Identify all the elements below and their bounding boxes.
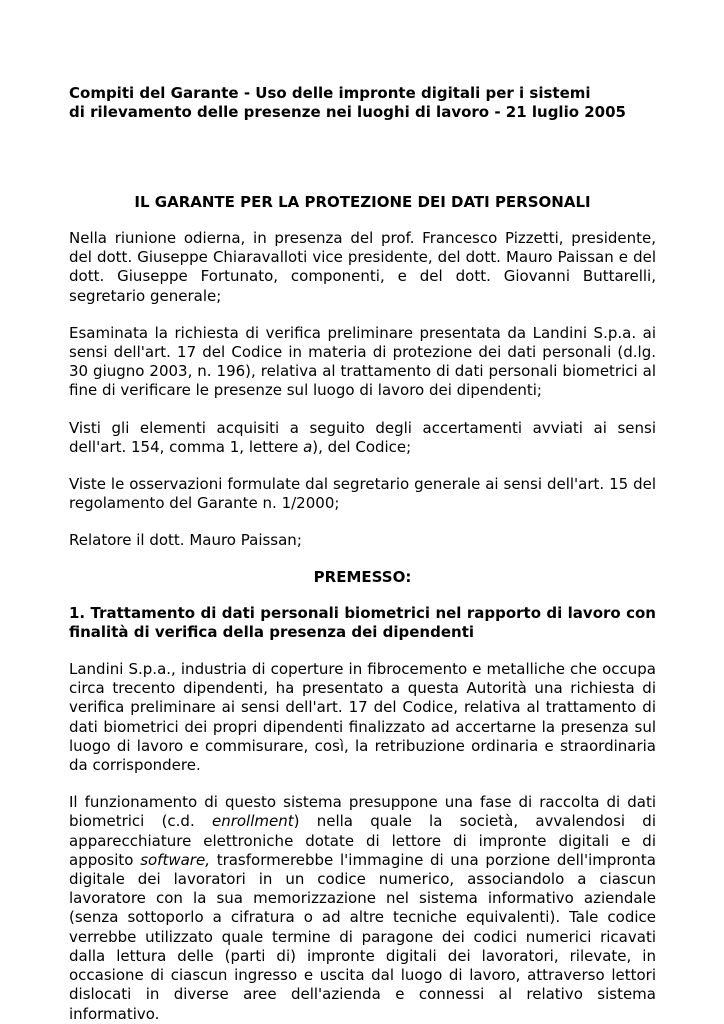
paragraph-funzionamento: [69, 793, 656, 1023]
document-title-line-2: di rilevamento delle presenze nei luoghi di lavoro - 21 luglio 2005: [69, 103, 626, 121]
paragraph-funzionamento-text-1: Il funzionamento di questo sistema presuppone una fase di raccolta di dati biometrici (c.d.: [69, 793, 656, 831]
paragraph-landini: Landini S.p.a., industria di coperture in fibrocemento e metalliche che occupa circa trecento dipendenti, ha presentato a questa Autorità una richiesta di verifica preliminare ai sensi dell'art. 17 del Codice, relativa al trattamento di dati biometrici dei propri dipendenti finalizzato ad accertarne la presenza sul luogo di lavoro e commisurare, così, la retribuzione ordinaria e straordinaria da corrispondere.: [69, 660, 656, 775]
paragraph-funzionamento-text-3: trasformerebbe l'immagine di una porzione dell'impronta digitale dei lavoratori in un codice numerico, associandolo a ciascun lavoratore con la sua memorizzazione nel sistema informativo aziendale (senza sottoporlo a cifratura o ad altre tecniche equivalenti). Tale codice verrebbe utilizzato quale termine di paragone dei codici numerici ricavati dalla lettura delle (parti di) impronte digitali dei lavoratori, rilevate, in occasione di ciascun ingresso e uscita dal luogo di lavoro, attraverso lettori dislocati in diverse aree dell'azienda e connessi al relativo sistema informativo.: [69, 850, 656, 1023]
paragraph-visti-text: Visti gli elementi acquisiti a seguito degli accertamenti avviati ai sensi dell'art. 154, comma 1, lettere: [69, 418, 656, 456]
paragraph-visti-italic: a: [303, 437, 313, 456]
paragraph-visti-end: ), del Codice;: [312, 437, 412, 456]
section-1-heading: 1. Trattamento di dati personali biometrici nel rapporto di lavoro con finalità di verifica della presenza dei dipendenti: [69, 603, 656, 641]
paragraph-riunione: Nella riunione odierna, in presenza del prof. Francesco Pizzetti, presidente, del dott. Giuseppe Chiaravalloti vice presidente, del dott. Mauro Paissan e del dott. Giuseppe Fortunato, componenti, e del dott. Giovanni Buttarelli, segretario generale;: [69, 229, 656, 305]
premesso-heading: PREMESSO:: [313, 567, 412, 586]
paragraph-funzionamento-italic-2: software,: [140, 850, 210, 869]
document-title: [69, 84, 656, 122]
authority-heading: IL GARANTE PER LA PROTEZIONE DEI DATI PERSONALI: [134, 193, 591, 211]
paragraph-visti: [69, 419, 656, 457]
paragraph-funzionamento-text-2: ) nella quale la società, avvalendosi di apparecchiature elettroniche dotate di lettore di impronte digitali e di apposito: [69, 812, 656, 869]
paragraph-esaminata: Esaminata la richiesta di verifica preliminare presentata da Landini S.p.a. ai sensi dell'art. 17 del Codice in materia di protezione dei dati personali (d.lg. 30 giugno 2003, n. 196), relativa al trattamento di dati personali biometrici al fine di verificare le presenze sul luogo di lavoro dei dipendenti;: [69, 323, 656, 400]
paragraph-relatore: Relatore il dott. Mauro Paissan;: [69, 531, 302, 550]
paragraph-funzionamento-italic-1: enrollment: [211, 812, 294, 831]
paragraph-viste: Viste le osservazioni formulate dal segretario generale ai sensi dell'art. 15 del regolamento del Garante n. 1/2000;: [69, 475, 656, 513]
document-page: [69, 84, 656, 1024]
document-title-line-1: Compiti del Garante - Uso delle impronte digitali per i sistemi: [69, 84, 591, 102]
